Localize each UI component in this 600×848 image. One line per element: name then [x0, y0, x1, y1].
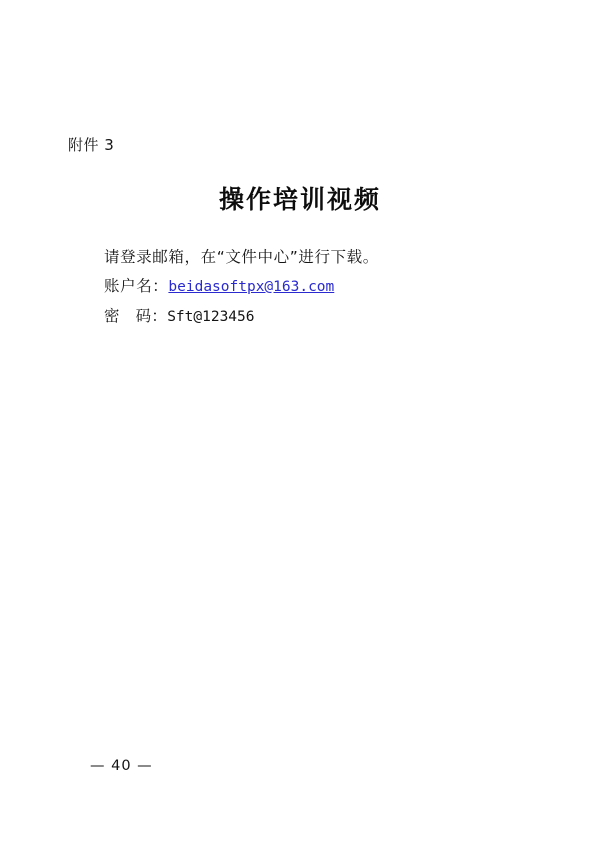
page-number: — 40 — [90, 758, 153, 774]
account-label: 账户名： [104, 277, 169, 295]
attachment-label: 附件 3 [68, 136, 115, 154]
page-title: 操作培训视频 [218, 185, 381, 214]
password-row [104, 302, 524, 332]
account-email-link[interactable]: beidasoftpx@163.com [168, 279, 335, 295]
password-value: Sft@123456 [167, 309, 255, 325]
body-content [104, 243, 524, 332]
instruction-paragraph: 请登录邮箱，在“文件中心”进行下载。 [104, 248, 379, 266]
account-row [104, 272, 524, 302]
password-label: 密 码： [104, 307, 168, 325]
